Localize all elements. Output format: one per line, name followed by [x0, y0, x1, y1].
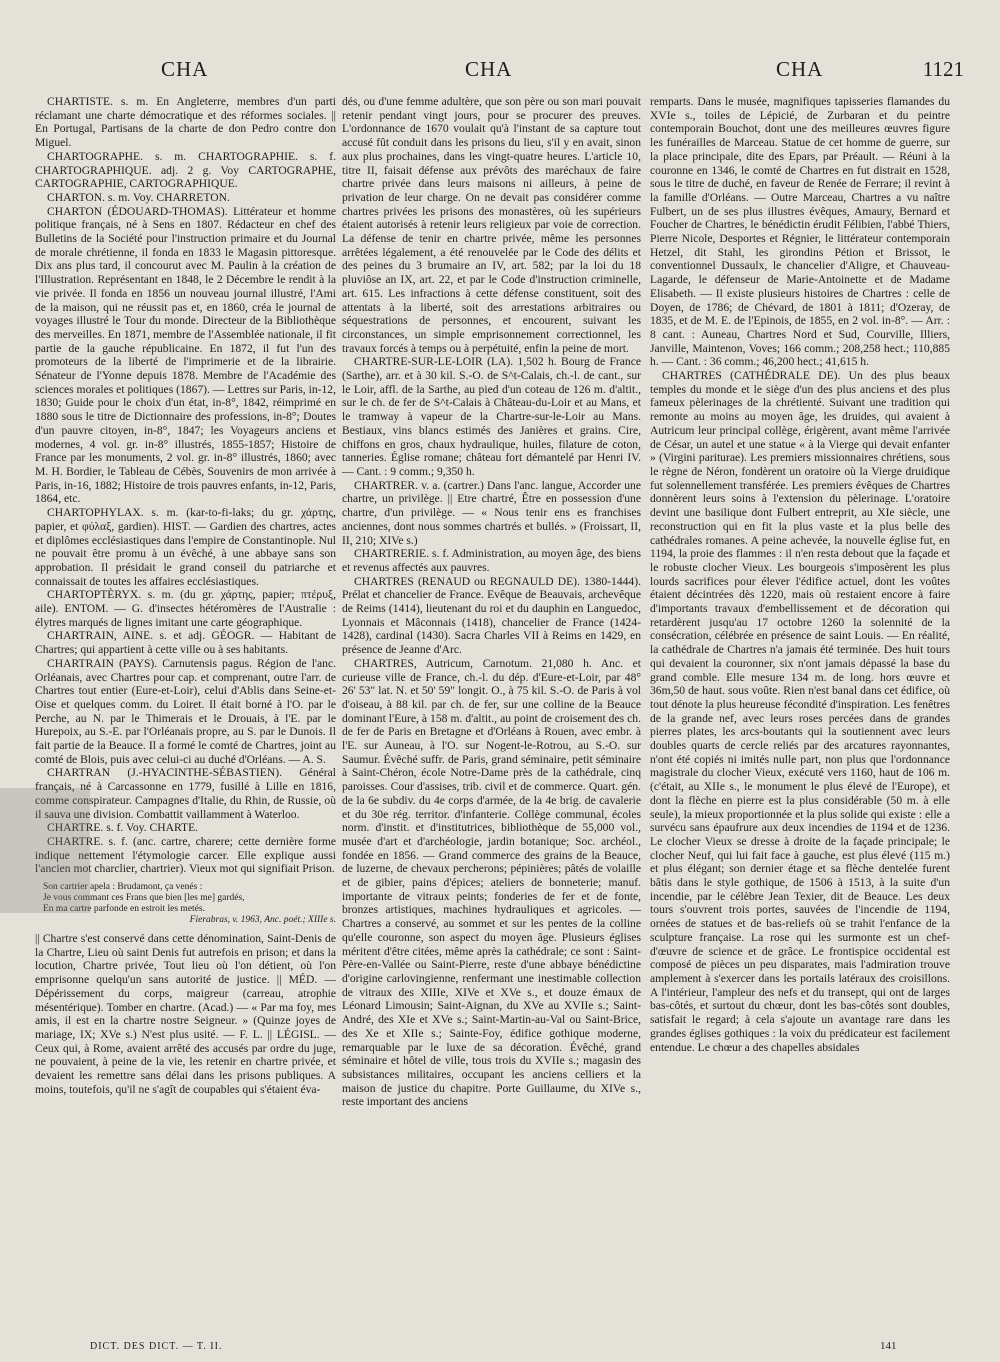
quote-source: Fierabras, v. 1963, Anc. poét.; XIIIe s. [189, 915, 336, 926]
entry: || Chartre s'est conservé dans cette dénomination, Saint-Denis de la Chartre, Lieu où saint Denis fut autrefois en prison; et dans la locution, Chartre privée, Tout lieu où l'on détient, où l'on emprisonne quelqu'un sans autorité de justice. || MÉD. — Dépérissement du corps, maigreur (carreau, atrophie mésentérique). Tomber en chartre. (Acad.) — « Par ma foy, mes amis, il est en la chartre nostre Seigneur. » (Quinze joyes de mariage, IX; XVe s.) N'est plus usité. — F. L. || LÉGISL. — Ceux qui, à Rome, avaient arrêté des accusés par ordre du juge, ne pouvaient, à peine de la vie, les retenir en chartre privée, et devaient les remettre sans délai dans les prisons publiques. A moins, toutefois, qu'il ne s'agît de coupables qui s'étaient éva- [35, 932, 336, 1096]
entry: CHARTRES (CATHÉDRALE DE). Un des plus beaux temples du monde et le siège d'un des plus anciens et des plus fameux pèlerinages de la chrétienté. Suivant une tradition qui remonte au moins au moyen âge, les druides, qui avaient à Autricum leur principal collège, érigèrent, avant même l'arrivée de César, un autel et une statue « à la Vierge qui devait enfanter » (Virgini pariturae). Les premiers missionnaires chrétiens, sous le règne de Néron, fondèrent un oratoire où la Vierge druidique fut solennellement transférée. Les premiers évêques de Chartres donnèrent leurs soins à l'extension du pèlerinage. L'oratoire devint une basilique dont Fulbert entreprit, au XIe siècle, une reconstruction qui en fit la plus vaste et la plus belle des cathédrales romanes. A peine achevée, la nouvelle église fut, en 1194, la proie des flammes : il n'en resta debout que la façade et le robuste clocher Vieux. Les bourgeois s'imposèrent les plus lourds sacrifices pour élever l'édifice actuel, dont les voûtes étaient décintrées dès 1220, mais où restaient encore à faire d'importants travaux d'embellissement et de décoration qui retardèrent jusqu'au 17 octobre 1260 la solennité de la consécration, célébrée en présence de saint Louis. — En réalité, la cathédrale de Chartres n'a jamais été terminée. Des huit tours qui devaient la couronner, six n'ont jamais dépassé la base du grand comble. Elle mesure 134 m. de long. hors œuvre et 36m,50 de haut. sous voûte. Rien n'est banal dans cet édifice, où tout dénote la plus heureuse fécondité d'inspiration. Les fenêtres de la grande nef, avec leurs roses percées dans de grandes pierres plates, les arcs-boutants qui la soutiennent avec leurs doubles quarts de cercle reliés par des arcatures rayonnantes, n'ont été copiés ni imités nulle part, non plus que l'ordonnance magistrale du clocher Vieux, exécuté vers 1160, haut de 106 m. (c'était, au XIIe s., le monument le plus élevé de l'Europe), et dont la flèche en pierre est la plus considérable (50 m. à elle seule), la mieux proportionnée et la plus solide qui existe : elle a survécu sans épaufrure aux deux incendies de 1194 et de 1236. Le clocher Vieux se dresse à droite de la façade principale; le clocher Neuf, qui lui fait face à gauche, est plus élevé (115 m.) et plus élégant; son dernier étage et sa flèche dentelée furent bâtis dans le style gothique, de 1506 à 1513, à la suite d'un incendie, par le célèbre Jean Texier, dit de Beauce. Les deux tours s'ouvrent trois portes, sauvées de l'incendie de 1194, ornées de statues et de bas-reliefs où se trahit l'enfance de la sculpture française. La rose qui les surmonte est un chef-d'œuvre de science et de grâce. Le frontispice occidental est composé de pièces un peu disparates, mais l'admiration trouve amplement à s'exercer dans les portails latéraux des croisillons. A l'intérieur, l'ampleur des nefs et du transept, qui ont de larges bas-côtés, et surtout du chœur, dont les bas-côtés sont doubles, satisfait le regard; à cela s'ajoute un avantage rare dans les grandes églises gothiques : la voix du prédicateur est facilement entendue. Le chœur a des chapelles absidales [650, 369, 950, 1054]
running-head-center: CHA [465, 57, 513, 81]
entry: dés, ou d'une femme adultère, que son père ou son mari pouvait retenir pendant vingt jours, pour se procurer des preuves. L'ordonnance de 1670 voulait qu'à l'instant de sa capture tout accusé fût conduit dans les prisons du lieu, s'il y en avait, sinon aux plus prochaines, dans les vingt-quatre heures. L'article 10, titre II, faisait défense aux prévôts des maréchaux de faire chartre privée dans leurs maisons ni ailleurs, à peine de privation de leur charge. On ne devait pas considérer comme chartres privées les prisons des monastères, où les supérieurs étaient autorisés à retenir leurs religieux par voie de correction. La défense de tenir en chartre privée, même les personnes arrêtées légalement, a été renouvelée par le Code des délits et des peines du 3 brumaire an IV, art. 582; par la loi du 18 pluviôse an IX, art. 22, et par le Code d'instruction criminelle, art. 615. Les infractions à cette défense constituent, soit des attentats à la liberté, soit des arrestations arbitraires ou séquestrations de personnes, et encourent, suivant les circonstances, un simple emprisonnement correctionnel, les travaux forcés à temps ou à perpétuité, enfin la peine de mort. [342, 95, 641, 355]
entry: CHARTRER. v. a. (cartrer.) Dans l'anc. langue, Accorder une chartre, un privilège. || Etre chartré, Être en possession d'une chartre, d'un privilège. — « Nous tenir ens es franchises anciennes, dont nous sommes chartrés et bullés. » (Froissart, II, II, 210; XIVe s.) [342, 478, 641, 547]
running-head-left: CHA [161, 57, 209, 81]
entry: remparts. Dans le musée, magnifiques tapisseries flamandes du XVIe s., toiles de Lépicié, de Zurbaran et du peintre contemporain Bouchot, dont une des meilleures œuvres figure les funérailles de Marceau. Statue de cet homme de guerre, sur la place principale, dite des Epars, par Préault. — Réuni à la couronne en 1346, le comté de Chartres en fut distrait en 1528, sous le titre de duché, en faveur de Renée de Ferrare; il revint à la famille d'Orléans. — Outre Marceau, Chartres a vu naître Fulbert, un de ses plus illustres évêques, Amaury, Bernard et Foucher de Chartres, le bénédictin érudit Félibien, l'abbé Thiers, Pierre Nicole, Desportes et Régnier, le littérateur contemporain Hetzel, dit Stahl, les girondins Pétion et Brissot, le conventionnel Dussaulx, le chancelier d'Aligre, et Chauveau-Lagarde, le défenseur de Marie-Antoinette et de Madame Elisabeth. — Il existe plusieurs histoires de Chartres : celle de Doyen, de 1786; de Chévard, de 1801 à 1811; d'Ozeray, de 1835, et de M. E. de l'Epinois, de 1855, en 2 vol. in-8°. — Arr. : 8 cant. : Auneau, Chartres Nord et Sud, Courville, Illiers, Janville, Maintenon, Voves; 166 comm.; 208,258 hect.; 110,885 h. — Cant. : 36 comm.; 46,200 hect.; 41,615 h. [650, 95, 950, 369]
column-3 [650, 95, 950, 1330]
entry: CHARTRES, Autricum, Carnotum. 21,080 h. Anc. et curieuse ville de France, ch.-l. du dép. d'Eure-et-Loir, par 48° 26' 53" lat. N. et 50' 59" longit. O., à 75 kil. S.-O. de Paris à vol d'oiseau, à 88 kil. par ch. de fer, sur une colline de la Beauce dominant l'Eure, à 158 m. d'altit., au point de croisement des ch. de fer de Paris en Bretagne et d'Orléans à Rouen, avec embr. à l'E. sur Auneau, à l'O. sur Nogent-le-Rotrou, au S.-O. sur Saumur. Évêché suffr. de Paris, grand séminaire, petit séminaire à Saint-Chéron, école Notre-Dame près de la cathédrale, cinq paroisses. Cour d'assises, trib. civil et de commerce. Quart. gén. de la 6e subdiv. du 4e corps d'armée, de la 4e brig. de cavalerie et du 30e rég. territor. d'infanterie. Collège communal, écoles norm. d'instit. et d'institutrices, bibliothèque de 55,000 vol., musée d'art et d'archéologie, jardin botanique; Soc. archéol., fondée en 1856. — Grand commerce des grains de la Beauce, de luzerne, de chevaux percherons; pépinières; pâtés de volaille et de gibier, pains d'épices; ateliers de bonneterie; manuf. importante de vitraux peints; fonderies de fer et de fonte, bronzes artistiques, machines hydrauliques et agricoles. — Chartres a conservé, au sommet et sur les pentes de la colline qu'elle couronne, son aspect du moyen âge. Plusieurs églises méritent d'être citées, même après la cathédrale; ce sont : Saint-Père-en-Vallée ou Saint-Pierre, reste d'une abbaye bénédictine d'origine carlovingienne, renfermant une inestimable collection de vitraux des XIIIe, XIVe et XVe s., et douze émaux de Léonard Limousin; Saint-Aignan, du XVe au XVIIe s.; Saint-André, des XIe et XVe s.; Saint-Martin-au-Val ou Saint-Brice, des Xe et XIIe s.; Sainte-Foy, édifice gothique moderne, remarquable par le luxe de sa décoration. Évêché, grand séminaire et hôtel de ville, tous trois du XVIIe s.; magasin des subsistances militaires, occupant les anciens celliers et la maison de justice du chapitre. Porte Guillaume, du XIVe s., reste important des anciens [342, 656, 641, 1109]
entry: CHARTOGRAPHE. s. m. CHARTOGRAPHIE. s. f. CHARTOGRAPHIQUE. adj. 2 g. Voy CARTOGRAPHE, CARTOGRAPHIE, CARTOGRAPHIQUE. [35, 149, 336, 191]
entry: CHARTRAIN, AINE. s. et adj. GÉOGR. — Habitant de Chartres; qui appartient à cette ville ou à ses habitants. [35, 629, 336, 657]
entry: CHARTOPTÈRYX. s. m. (du gr. χάρτης, papier; πτέρυξ, aile). ENTOM. — G. d'insectes hétéromères de l'Australie : élytres marqués de lignes imitant une carte géographique. [35, 588, 336, 629]
entry: CHARTON (ÉDOUARD-THOMAS). Littérateur et homme politique français, né à Sens en 1807. Rédacteur en chef des Bulletins de la Société pour l'instruction primaire et du Journal de morale chrétienne, il fonda en 1833 le Magasin pittoresque. Dix ans plus tard, il concourut avec M. Paulin à la création de l'Illustration. Représentant en 1848, le 2 Décembre le rendit à la vie privée. Il fonda en 1856 un nouveau journal illustré, l'Ami de la maison, qui ne réussit pas et, en 1860, créa le journal de voyages illustré le Tour du monde. Directeur de la Bibliothèque des merveilles. En 1871, membre de l'Assemblée nationale, il fit partie de la gauche républicaine. En 1872, il fut l'un des promoteurs de la liberté de l'imprimerie et de la librairie. Sénateur de l'Yonne depuis 1878. Membre de l'Académie des sciences morales et politiques (1867). — Lettres sur Paris, in-12, 1830; Guide pour le choix d'un état, in-8°, 1842, réimprimé en 1880 sous le titre de Dictionnaire des professions, in-8°; Doutes d'un pauvre citoyen, in-8°, 1847; les Voyageurs anciens et modernes, 4 vol. gr. in-8° illustrés, 1855-1857; Histoire de France par les monuments, 2 vol. gr. in-8° illustrés, 1860; avec M. H. Bordier, le Tableau de Cébès, Souvenirs de mon arrivée à Paris, in-16, 1882; Histoire de trois pauvres enfants, in-12, Paris, 1864, etc. [35, 204, 336, 506]
entry: CHARTRES (RENAUD ou REGNAULD DE). 1380-1444). Prélat et chancelier de France. Evêque de Beauvais, archevêque de Reims (1414), lieutenant du roi et du dauphin en Languedoc, Lyonnais et Mâconnais (1418), chancelier de France (1424-1428), cardinal (1430). Sacra Charles VII à Reims en 1429, en présence de Jeanne d'Arc. [342, 574, 641, 657]
quote-line: En ma cartre parfonde en estroit les metés. [43, 904, 205, 915]
column-2 [342, 95, 641, 1330]
entry: CHARTRE. s. f. Voy. CHARTE. [47, 821, 199, 835]
quote-line: Son cartrier apela : Brudamont, ça venés : [43, 882, 203, 893]
entry: CHARTRAIN (PAYS). Carnutensis pagus. Région de l'anc. Orléanais, avec Chartres pour cap. et comprenant, outre l'arr. de Chartres tout entier (Eure-et-Loir), celui d'Ablis dans Seine-et-Oise et quelques comm. du Loiret. Il était borné à l'O. par le Perche, au N. par le Thimerais et le Drouais, à l'E. par le Hurepoix, au S.-E. par l'Orléanais propre, au S. par le Dunois. Il fait partie de la Beauce. Il a formé le comté de Chartres, joint au comté de Blois, puis avec celui-ci au duché d'Orléans. — A. S. [35, 656, 336, 766]
entry: CHARTRERIE. s. f. Administration, au moyen âge, des biens et revenus affectés aux pauvres. [342, 547, 641, 574]
page-number: 1121 [922, 57, 964, 81]
running-head-right: CHA [776, 57, 824, 81]
quote-line: Je vous commant ces Frans que bien [les me] gardés, [43, 893, 245, 904]
entry: CHARTISTE. s. m. En Angleterre, membres d'un parti réclamant une charte démocratique et des réformes sociales. || En Portugal, Partisans de la charte de don Pedro contre don Miguel. [35, 95, 336, 150]
entry: CHARTRE. s. f. (anc. cartre, charere; cette dernière forme indique nettement l'étymologie carcer. Elle explique aussi l'ancien mot charclier, chartrier). Vieux mot qui signifiait Prison. [35, 834, 336, 876]
entry: CHARTRE-SUR-LE-LOIR (LA). 1,502 h. Bourg de France (Sarthe), arr. et à 30 kil. S.-O. de S^t-Calais, ch.-l. de cant., sur le Loir, affl. de la Sarthe, au pied d'un coteau de 126 m. d'altit., sur le ch. de fer de S^t-Calais à Château-du-Loir et au Mans, et le tramway à vapeur de la Chartre-sur-le-Loir au Mans. Bestiaux, vins blancs estimés des Janières et grains. Cire, chiffons en gros, chaux hydraulique, huiles, filature de coton, tanneries. Église romane; château fort démantelé par Henri IV. — Cant. : 9 comm.; 9,350 h. [342, 355, 641, 478]
footer-folio: 141 [880, 1340, 897, 1352]
entry: CHARTOPHYLAX. s. m. (kar-to-fi-laks; du gr. χάρτης, papier, et φύλαξ, gardien). HIST. — Gardien des chartres, actes et diplômes ecclésiastiques dans l'empire de Constantinople. Nul ne pouvait être promu à un évêché, à une abbaye sans son approbation. Il présidait le grand conseil du patriarche et connaissait de toutes les affaires ecclésiastiques. [35, 506, 336, 588]
entry: CHARTRAN (J.-HYACINTHE-SÉBASTIEN). Général français, né à Carcassonne en 1779, fusillé à Lille en 1816, comme conspirateur. Campagnes d'Italie, du Rhin, de Russie, où il sauva une division. Combattit vaillamment à Waterloo. [35, 766, 336, 821]
entry: CHARTON. s. m. Voy. CHARRETON. [47, 190, 230, 204]
paper-stain [0, 788, 90, 913]
column-1 [35, 95, 336, 1330]
footer-signature: DICT. DES DICT. — T. II. [90, 1341, 223, 1352]
